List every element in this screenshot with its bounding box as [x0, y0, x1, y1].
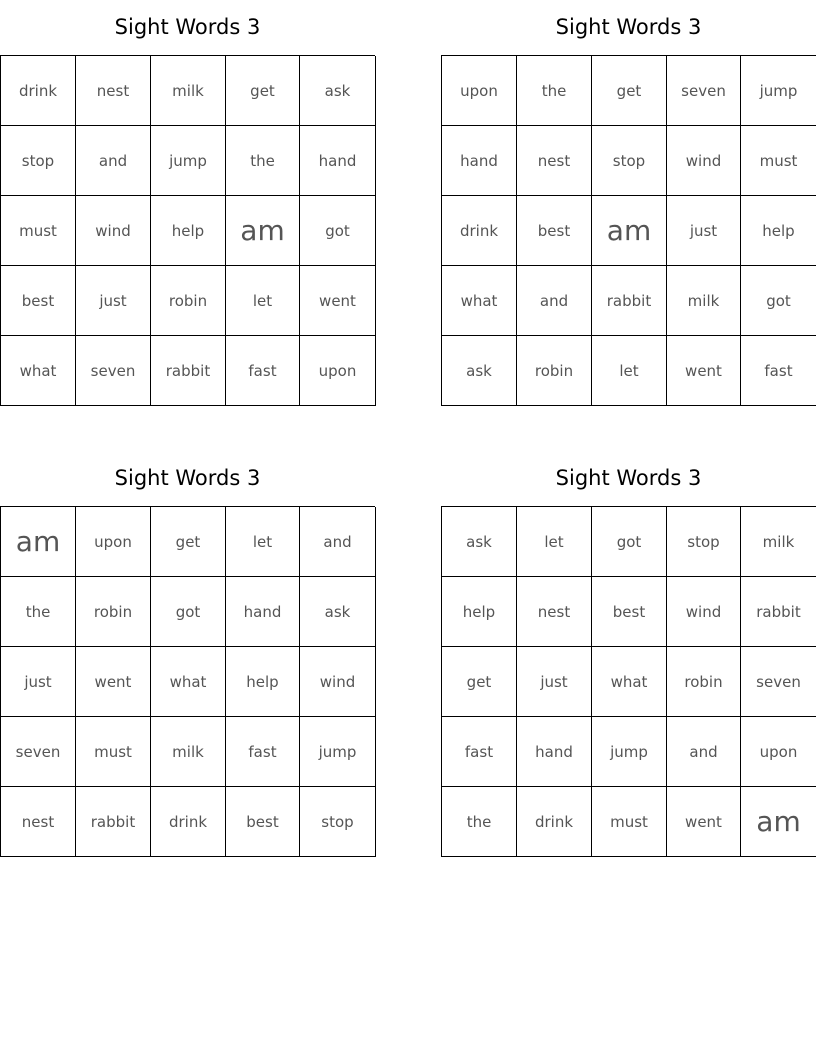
word-cell: nest	[76, 56, 151, 126]
word-cell: what	[442, 266, 517, 336]
word-cell: stop	[667, 507, 741, 577]
word-cell: robin	[517, 336, 592, 406]
word-cell: milk	[151, 56, 226, 126]
word-cell: rabbit	[76, 787, 151, 857]
word-cell: ask	[442, 336, 517, 406]
card-title: Sight Words 3	[555, 466, 702, 490]
word-cell: what	[592, 647, 667, 717]
free-space-cell: am	[592, 196, 667, 266]
word-cell: and	[76, 126, 151, 196]
word-cell: must	[76, 717, 151, 787]
word-cell: the	[226, 126, 300, 196]
word-cell: rabbit	[592, 266, 667, 336]
free-space-cell: am	[1, 507, 76, 577]
word-cell: got	[300, 196, 376, 266]
word-cell: help	[226, 647, 300, 717]
word-cell: seven	[76, 336, 151, 406]
word-cell: wind	[300, 647, 376, 717]
word-cell: just	[667, 196, 741, 266]
word-cell: robin	[76, 577, 151, 647]
word-cell: hand	[517, 717, 592, 787]
word-cell: upon	[442, 56, 517, 126]
word-cell: drink	[1, 56, 76, 126]
word-cell: what	[1, 336, 76, 406]
word-cell: upon	[741, 717, 816, 787]
word-cell: let	[517, 507, 592, 577]
word-cell: ask	[300, 56, 376, 126]
word-cell: went	[667, 336, 741, 406]
word-cell: fast	[226, 336, 300, 406]
word-cell: went	[76, 647, 151, 717]
word-cell: and	[517, 266, 592, 336]
word-cell: fast	[226, 717, 300, 787]
word-cell: jump	[300, 717, 376, 787]
word-cell: get	[592, 56, 667, 126]
word-cell: drink	[151, 787, 226, 857]
word-cell: rabbit	[151, 336, 226, 406]
word-cell: best	[517, 196, 592, 266]
word-cell: hand	[442, 126, 517, 196]
word-cell: must	[741, 126, 816, 196]
word-cell: must	[1, 196, 76, 266]
word-cell: seven	[741, 647, 816, 717]
word-cell: what	[151, 647, 226, 717]
word-cell: robin	[667, 647, 741, 717]
word-cell: got	[151, 577, 226, 647]
word-cell: ask	[442, 507, 517, 577]
word-cell: robin	[151, 266, 226, 336]
word-cell: wind	[667, 577, 741, 647]
word-cell: and	[667, 717, 741, 787]
word-cell: nest	[1, 787, 76, 857]
bingo-card-1	[0, 0, 375, 406]
word-grid	[441, 55, 816, 406]
word-cell: stop	[592, 126, 667, 196]
word-cell: fast	[442, 717, 517, 787]
word-cell: fast	[741, 336, 816, 406]
word-cell: hand	[226, 577, 300, 647]
word-cell: got	[741, 266, 816, 336]
word-cell: get	[442, 647, 517, 717]
word-cell: drink	[517, 787, 592, 857]
word-grid	[441, 506, 816, 857]
word-cell: jump	[741, 56, 816, 126]
word-cell: help	[151, 196, 226, 266]
word-cell: jump	[592, 717, 667, 787]
word-cell: milk	[741, 507, 816, 577]
word-cell: best	[226, 787, 300, 857]
word-cell: let	[226, 266, 300, 336]
word-cell: rabbit	[741, 577, 816, 647]
word-cell: get	[226, 56, 300, 126]
word-cell: stop	[300, 787, 376, 857]
word-cell: get	[151, 507, 226, 577]
word-cell: upon	[76, 507, 151, 577]
free-space-cell: am	[226, 196, 300, 266]
word-cell: wind	[76, 196, 151, 266]
word-cell: went	[300, 266, 376, 336]
word-grid	[0, 506, 375, 857]
bingo-card-3	[0, 451, 375, 857]
word-cell: seven	[667, 56, 741, 126]
word-cell: let	[226, 507, 300, 577]
word-cell: just	[76, 266, 151, 336]
word-cell: wind	[667, 126, 741, 196]
bingo-card-4	[441, 451, 816, 857]
word-cell: just	[1, 647, 76, 717]
free-space-cell: am	[741, 787, 816, 857]
word-cell: stop	[1, 126, 76, 196]
word-cell: milk	[667, 266, 741, 336]
word-cell: the	[442, 787, 517, 857]
word-cell: just	[517, 647, 592, 717]
word-cell: help	[442, 577, 517, 647]
word-cell: milk	[151, 717, 226, 787]
card-title: Sight Words 3	[555, 15, 702, 39]
card-title: Sight Words 3	[114, 466, 261, 490]
word-cell: jump	[151, 126, 226, 196]
word-cell: the	[517, 56, 592, 126]
word-cell: must	[592, 787, 667, 857]
word-grid	[0, 55, 375, 406]
word-cell: let	[592, 336, 667, 406]
word-cell: nest	[517, 577, 592, 647]
word-cell: the	[1, 577, 76, 647]
word-cell: hand	[300, 126, 376, 196]
word-cell: upon	[300, 336, 376, 406]
card-title: Sight Words 3	[114, 15, 261, 39]
word-cell: went	[667, 787, 741, 857]
word-cell: got	[592, 507, 667, 577]
word-cell: best	[1, 266, 76, 336]
word-cell: drink	[442, 196, 517, 266]
word-cell: best	[592, 577, 667, 647]
word-cell: ask	[300, 577, 376, 647]
word-cell: help	[741, 196, 816, 266]
word-cell: nest	[517, 126, 592, 196]
bingo-card-2	[441, 0, 816, 406]
word-cell: and	[300, 507, 376, 577]
word-cell: seven	[1, 717, 76, 787]
